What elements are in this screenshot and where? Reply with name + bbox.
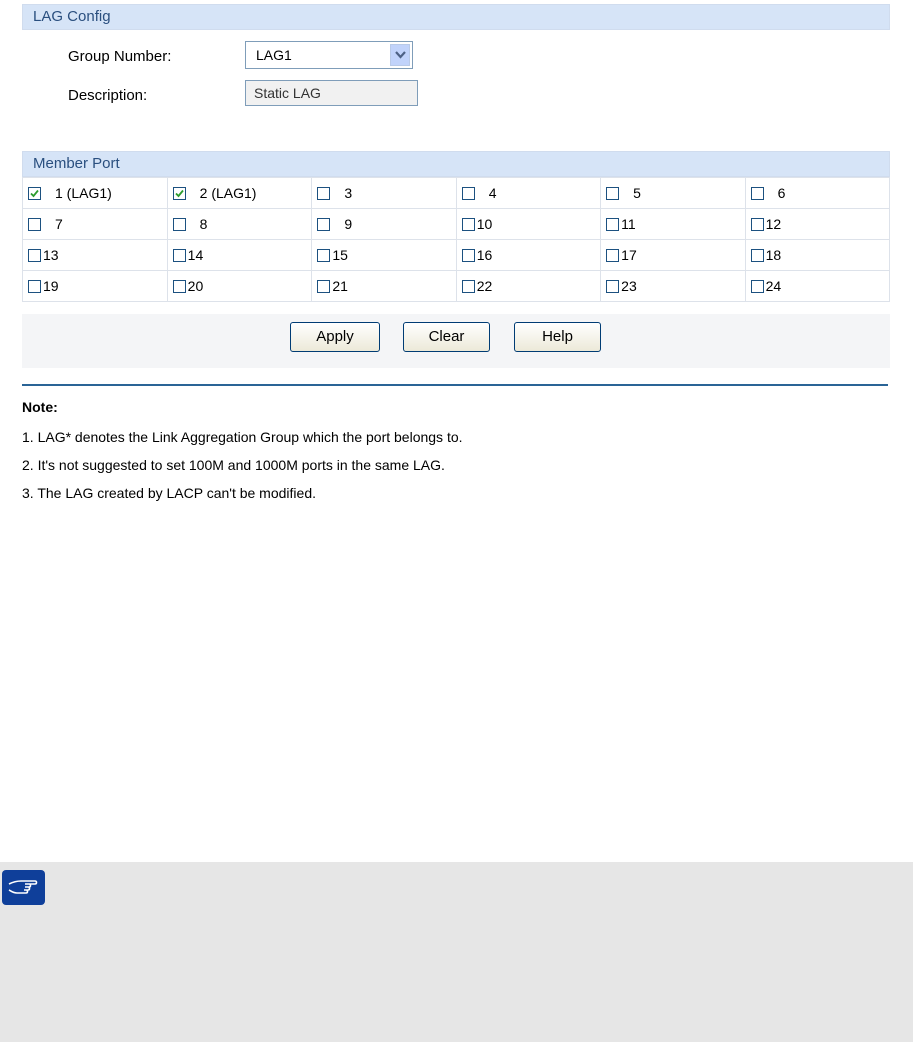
port-cell <box>167 209 312 240</box>
port-cell <box>745 209 889 240</box>
lag-config-header: LAG Config <box>22 4 890 30</box>
port-item[interactable] <box>746 278 889 294</box>
port-cell <box>23 178 168 209</box>
port-label: 11 <box>621 216 636 232</box>
port-checkbox[interactable] <box>462 187 475 200</box>
port-cell <box>312 178 456 209</box>
port-checkbox[interactable] <box>317 187 330 200</box>
port-cell <box>601 240 745 271</box>
port-row <box>23 240 890 271</box>
port-cell <box>745 178 889 209</box>
port-checkbox[interactable] <box>28 249 41 262</box>
port-label: 3 <box>344 185 353 201</box>
port-label: 7 <box>55 216 63 232</box>
port-checkbox[interactable] <box>751 218 764 231</box>
port-label: 20 <box>187 278 204 294</box>
port-label: 16 <box>476 247 493 263</box>
port-cell <box>23 271 168 302</box>
port-checkbox[interactable] <box>173 187 186 200</box>
port-item[interactable] <box>746 247 889 263</box>
port-label: 5 <box>633 185 641 201</box>
port-cell <box>167 240 312 271</box>
port-item[interactable] <box>312 216 455 232</box>
port-item[interactable] <box>312 185 455 201</box>
port-checkbox[interactable] <box>462 280 475 293</box>
port-checkbox[interactable] <box>173 249 186 262</box>
port-row <box>23 209 890 240</box>
port-cell <box>456 178 600 209</box>
port-item[interactable] <box>457 278 600 294</box>
port-item[interactable] <box>746 185 889 201</box>
port-label: 15 <box>332 247 348 263</box>
port-label: 10 <box>476 216 493 232</box>
tip-panel <box>0 862 913 1042</box>
port-checkbox[interactable] <box>606 218 619 231</box>
port-cell <box>23 240 168 271</box>
port-item[interactable] <box>312 278 455 294</box>
button-row <box>22 314 890 368</box>
port-checkbox[interactable] <box>317 218 330 231</box>
port-checkbox[interactable] <box>462 218 475 231</box>
port-item[interactable] <box>457 185 600 201</box>
note-line: 1. LAG* denotes the Link Aggregation Group which the port belongs to. <box>22 429 463 445</box>
description-input[interactable]: Static LAG <box>245 80 418 106</box>
port-item[interactable] <box>168 216 312 232</box>
description-label: Description: <box>68 87 148 104</box>
port-item[interactable] <box>312 247 455 263</box>
port-label: 9 <box>344 216 353 232</box>
port-checkbox[interactable] <box>606 187 619 200</box>
port-item[interactable] <box>601 278 744 294</box>
port-checkbox[interactable] <box>606 249 619 262</box>
port-checkbox[interactable] <box>751 280 764 293</box>
port-cell <box>167 271 312 302</box>
note-line: 3. The LAG created by LACP can't be modified. <box>22 485 316 501</box>
port-checkbox[interactable] <box>173 218 186 231</box>
port-checkbox[interactable] <box>173 280 186 293</box>
port-cell <box>456 209 600 240</box>
port-checkbox[interactable] <box>751 187 764 200</box>
group-number-label: Group Number: <box>68 48 172 65</box>
port-cell <box>601 178 745 209</box>
port-cell <box>167 178 312 209</box>
port-cell <box>312 209 456 240</box>
port-row <box>23 271 890 302</box>
port-checkbox[interactable] <box>751 249 764 262</box>
apply-button[interactable]: Apply <box>290 322 380 352</box>
port-item[interactable] <box>168 247 312 263</box>
port-label: 4 <box>488 185 497 201</box>
port-item[interactable] <box>168 278 312 294</box>
member-port-header: Member Port <box>22 151 890 177</box>
port-label: 22 <box>476 278 493 294</box>
member-port-table <box>22 177 890 302</box>
port-cell <box>601 209 745 240</box>
port-item[interactable] <box>23 278 167 294</box>
group-number-select[interactable] <box>245 41 413 69</box>
port-label: 14 <box>187 247 204 263</box>
port-item[interactable] <box>601 247 744 263</box>
checkmark-icon <box>175 189 184 198</box>
chevron-down-icon[interactable] <box>390 44 410 66</box>
port-label: 13 <box>43 247 59 263</box>
port-item[interactable] <box>23 185 167 201</box>
port-checkbox[interactable] <box>317 249 330 262</box>
divider <box>22 384 888 386</box>
port-cell <box>312 271 456 302</box>
port-label: 24 <box>765 278 782 294</box>
port-cell <box>745 271 889 302</box>
port-cell <box>23 209 168 240</box>
port-checkbox[interactable] <box>462 249 475 262</box>
note-line: 2. It's not suggested to set 100M and 1000M ports in the same LAG. <box>22 457 445 473</box>
port-row <box>23 178 890 209</box>
port-checkbox[interactable] <box>28 280 41 293</box>
port-cell <box>745 240 889 271</box>
port-cell <box>456 240 600 271</box>
port-cell <box>456 271 600 302</box>
port-label: 6 <box>777 185 786 201</box>
port-label: 17 <box>621 247 637 263</box>
help-button[interactable]: Help <box>514 322 601 352</box>
port-label: 12 <box>765 216 782 232</box>
checkmark-icon <box>30 189 39 198</box>
port-label: 8 <box>199 216 208 232</box>
port-checkbox[interactable] <box>317 280 330 293</box>
port-label: 2 (LAG1) <box>199 185 257 201</box>
note-title: Note: <box>22 399 58 415</box>
port-item[interactable] <box>23 247 167 263</box>
port-label: 1 (LAG1) <box>55 185 112 201</box>
port-label: 21 <box>332 278 348 294</box>
port-item[interactable] <box>168 185 312 201</box>
port-label: 18 <box>765 247 782 263</box>
group-number-value: LAG1 <box>256 47 292 63</box>
pointing-hand-icon <box>2 870 45 905</box>
port-item[interactable] <box>601 185 744 201</box>
port-checkbox[interactable] <box>606 280 619 293</box>
port-item[interactable] <box>601 216 744 232</box>
port-cell <box>601 271 745 302</box>
port-checkbox[interactable] <box>28 187 41 200</box>
port-label: 19 <box>43 278 59 294</box>
port-cell <box>312 240 456 271</box>
port-item[interactable] <box>23 216 167 232</box>
port-item[interactable] <box>457 216 600 232</box>
clear-button[interactable]: Clear <box>403 322 490 352</box>
port-item[interactable] <box>746 216 889 232</box>
port-checkbox[interactable] <box>28 218 41 231</box>
port-item[interactable] <box>457 247 600 263</box>
port-label: 23 <box>621 278 637 294</box>
